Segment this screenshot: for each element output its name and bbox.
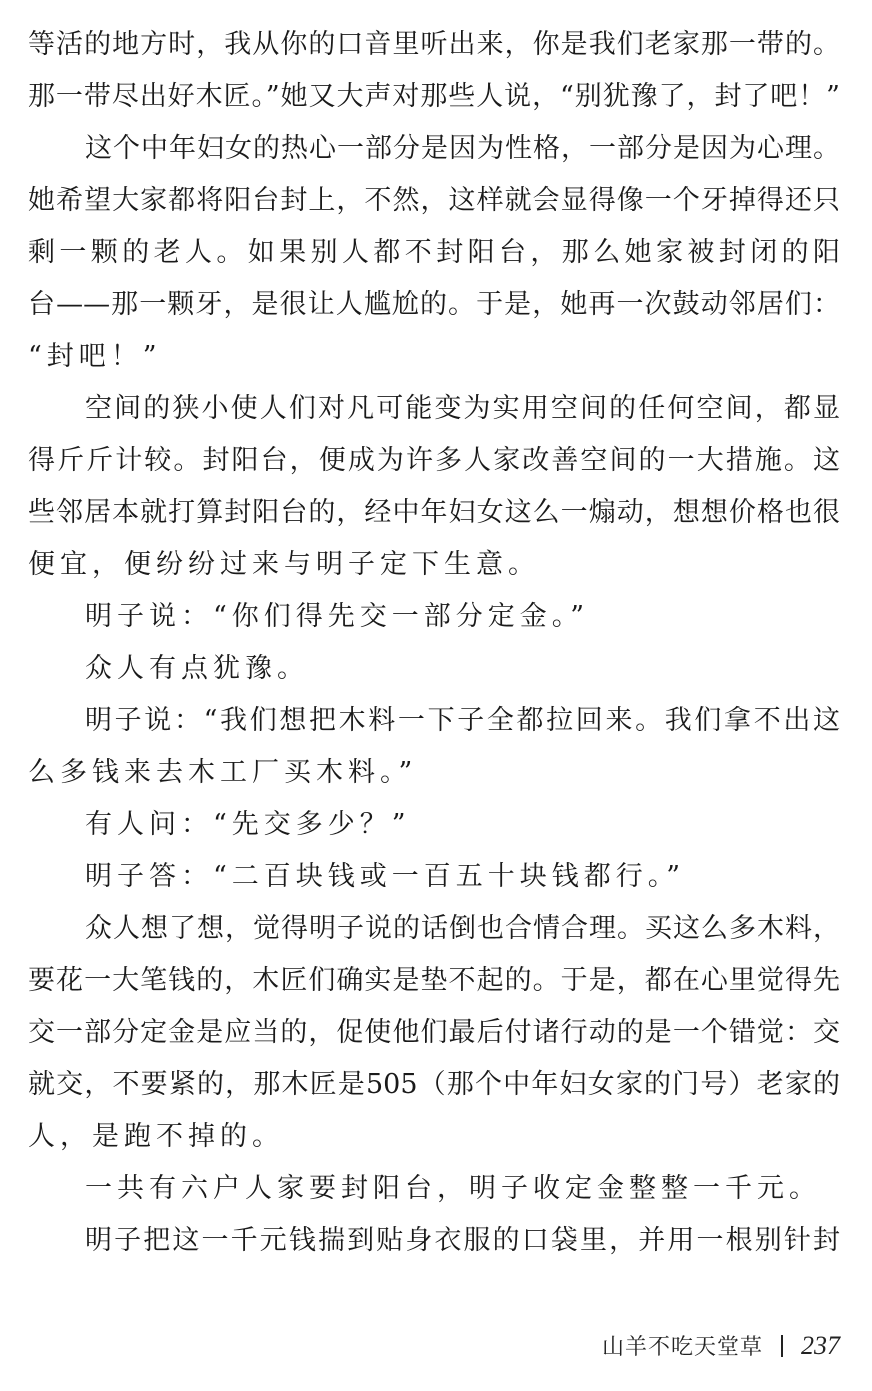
text-line: 明子说：“我们想把木料一下子全都拉回来。我们拿不出这: [85, 705, 840, 736]
text-line: 她希望大家都将阳台封上，不然，这样就会显得像一个牙掉得还只: [28, 185, 840, 216]
footer-divider: [781, 1335, 783, 1357]
text-line: 有人问：“先交多少？”: [85, 809, 411, 840]
running-title: 山羊不吃天堂草: [601, 1335, 763, 1360]
page-number: 237: [801, 1330, 840, 1360]
text-line: 些邻居本就打算封阳台的，经中年妇女这么一煽动，想想价格也很: [28, 497, 840, 528]
text-line: 就交，不要紧的，那木匠是505（那个中年妇女家的门号）老家的: [28, 1069, 840, 1100]
page-footer: [602, 1330, 840, 1361]
text-line: 等活的地方时，我从你的口音里听出来，你是我们老家那一带的。: [28, 29, 840, 60]
text-line: 明子答：“二百块钱或一百五十块钱都行。”: [85, 861, 686, 892]
text-line: 交一部分定金是应当的，促使他们最后付诸行动的是一个错觉：交: [28, 1017, 840, 1048]
text-line: 空间的狭小使人们对凡可能变为实用空间的任何空间，都显: [85, 393, 840, 424]
text-line: 一共有六户人家要封阳台，明子收定金整整一千元。: [85, 1173, 821, 1204]
text-line: 明子说：“你们得先交一部分定金。”: [85, 601, 590, 632]
text-line: 要花一大笔钱的，木匠们确实是垫不起的。于是，都在心里觉得先: [28, 965, 840, 996]
body-text: [28, 19, 840, 1267]
text-line: 么多钱来去木工厂买木料。”: [28, 757, 418, 788]
text-line: 得斤斤计较。封阳台，便成为许多人家改善空间的一大措施。这: [28, 445, 840, 476]
text-line: “封吧！”: [28, 341, 162, 372]
text-line: 便宜，便纷纷过来与明子定下生意。: [28, 549, 540, 580]
text-line: 这个中年妇女的热心一部分是因为性格，一部分是因为心理。: [85, 133, 840, 164]
text-line: 台——那一颗牙，是很让人尴尬的。于是，她再一次鼓动邻居们：: [28, 289, 840, 320]
text-line: 众人想了想，觉得明子说的话倒也合情合理。买这么多木料，: [85, 913, 840, 944]
text-line: 那一带尽出好木匠。”她又大声对那些人说，“别犹豫了，封了吧！”: [28, 81, 840, 112]
text-line: 剩一颗的老人。如果别人都不封阳台，那么她家被封闭的阳: [28, 237, 840, 268]
text-line: 人，是跑不掉的。: [28, 1121, 284, 1152]
text-line: 众人有点犹豫。: [85, 653, 309, 684]
text-line: 明子把这一千元钱揣到贴身衣服的口袋里，并用一根别针封: [85, 1225, 840, 1256]
